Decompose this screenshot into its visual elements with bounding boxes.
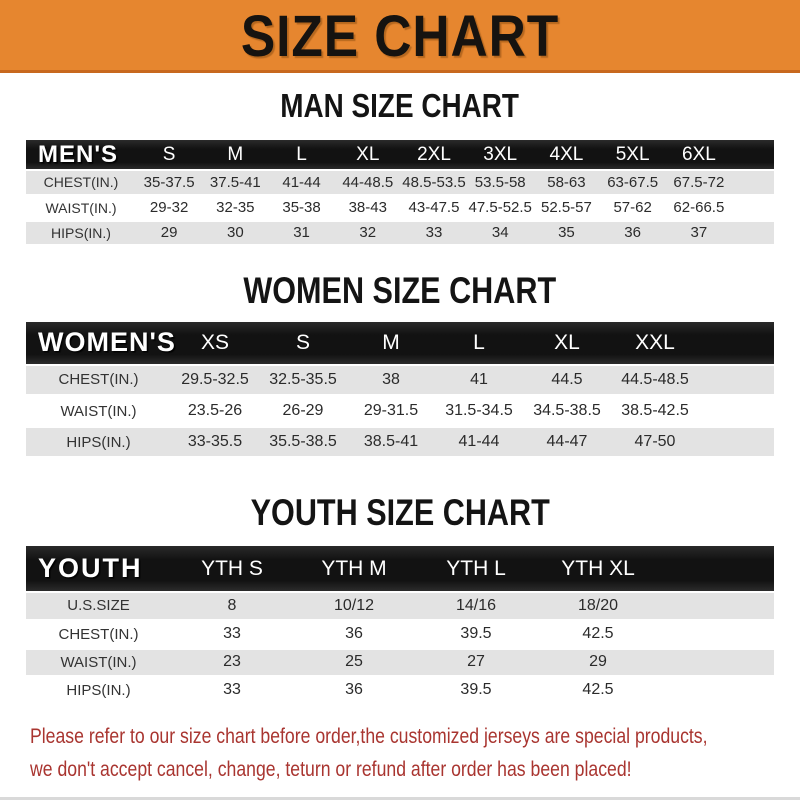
size-cell: 36 — [345, 625, 363, 642]
man-size-chart-heading — [0, 88, 800, 124]
size-cell: 62-66.5 — [673, 199, 725, 216]
size-table-header-row — [26, 140, 774, 170]
size-cell: 47.5-52.5 — [468, 199, 532, 216]
size-cell: 63-67.5 — [607, 173, 659, 191]
table-row — [26, 620, 774, 648]
size-cell: 57-62 — [613, 199, 652, 216]
size-cell: 47-50 — [634, 433, 676, 450]
size-cell: 42.5 — [582, 625, 614, 642]
size-cell: 29-32 — [149, 199, 189, 216]
size-cell: 37.5-41 — [209, 173, 261, 191]
size-cell: 41-44 — [282, 173, 321, 191]
row-label: CHEST(IN.) — [58, 371, 139, 389]
youth-size-table — [26, 546, 774, 706]
row-label: CHEST(IN.) — [43, 174, 119, 191]
disclaimer-line-1: Please refer to our size chart before order,the customized jerseys are special products, — [30, 724, 708, 748]
cell-filler — [659, 676, 774, 704]
column-header: L — [473, 330, 485, 354]
size-cell: 23 — [223, 653, 241, 670]
cell-filler — [659, 620, 774, 648]
women-size-table — [26, 322, 774, 460]
column-header: XXL — [635, 330, 675, 354]
size-cell: 29 — [589, 653, 607, 670]
cell-filler — [659, 648, 774, 676]
size-table-header-row — [26, 546, 774, 592]
size-cell: 32.5-35.5 — [269, 370, 337, 388]
column-header: S — [162, 143, 176, 165]
table-group-label: WOMEN'S — [38, 327, 176, 357]
size-cell: 53.5-58 — [474, 173, 526, 191]
row-label: HIPS(IN.) — [66, 681, 131, 699]
size-cell: 52.5-57 — [540, 199, 592, 216]
size-cell: 32-35 — [216, 199, 255, 216]
column-header: YTH L — [446, 556, 506, 580]
header-filler — [699, 322, 774, 365]
cell-filler — [732, 195, 774, 220]
column-header: 4XL — [549, 143, 584, 165]
header-filler — [732, 140, 774, 170]
cell-filler — [659, 592, 774, 620]
size-cell: 30 — [226, 224, 244, 241]
column-header: XS — [200, 330, 229, 354]
size-cell: 27 — [467, 653, 485, 670]
column-header: L — [296, 143, 307, 165]
header-filler — [659, 546, 774, 592]
size-cell: 35-37.5 — [143, 173, 195, 191]
row-label: WAIST(IN.) — [60, 653, 137, 671]
size-cell: 58-63 — [547, 173, 586, 191]
column-header: XL — [356, 143, 380, 165]
size-cell: 41-44 — [458, 433, 500, 450]
size-cell: 44-48.5 — [342, 173, 394, 191]
size-cell: 32 — [359, 224, 377, 241]
women-size-chart-heading — [0, 269, 800, 311]
table-row — [26, 195, 774, 220]
size-chart-banner — [0, 0, 800, 73]
disclaimer — [0, 721, 800, 787]
size-cell: 41 — [470, 370, 488, 388]
size-cell: 44.5 — [551, 370, 583, 388]
column-header: 3XL — [483, 143, 518, 165]
size-cell: 10/12 — [333, 596, 375, 614]
size-cell: 34.5-38.5 — [533, 402, 601, 419]
table-row — [26, 592, 774, 620]
disclaimer-line-2: we don't accept cancel, change, teturn or refund after order has been placed! — [30, 757, 632, 781]
table-row — [26, 220, 774, 245]
column-header: M — [227, 143, 244, 165]
size-cell: 23.5-26 — [187, 402, 243, 419]
column-header: YTH XL — [561, 556, 635, 580]
banner-title: SIZE CHART — [240, 2, 560, 68]
size-cell: 25 — [345, 653, 363, 670]
size-cell: 39.5 — [460, 625, 492, 642]
column-header: YTH S — [201, 556, 263, 580]
column-header: 6XL — [681, 143, 716, 165]
column-header: YTH M — [321, 556, 387, 580]
column-header: XL — [554, 330, 580, 354]
table-row — [26, 396, 774, 427]
table-group-label: YOUTH — [38, 553, 143, 583]
column-header: S — [295, 330, 310, 354]
women-size-chart-heading-text: WOMEN SIZE CHART — [243, 269, 557, 311]
size-cell: 44.5-48.5 — [621, 370, 689, 388]
size-cell: 33 — [425, 224, 443, 241]
size-cell: 38.5-41 — [363, 433, 419, 450]
size-cell: 39.5 — [460, 681, 492, 698]
size-cell: 33-35.5 — [187, 433, 243, 450]
table-row — [26, 170, 774, 195]
row-label: HIPS(IN.) — [66, 433, 131, 451]
size-cell: 37 — [690, 224, 708, 241]
size-cell: 18/20 — [577, 596, 619, 614]
man-size-chart-heading-text: MAN SIZE CHART — [280, 86, 520, 125]
size-cell: 8 — [227, 596, 237, 614]
cell-filler — [699, 365, 774, 396]
size-cell: 36 — [624, 224, 641, 241]
cell-filler — [732, 220, 774, 245]
size-cell: 44-47 — [546, 433, 588, 450]
table-row — [26, 365, 774, 396]
row-label: CHEST(IN.) — [58, 625, 139, 643]
size-table-header-row — [26, 322, 774, 365]
size-cell: 26-29 — [282, 402, 324, 419]
size-cell: 14/16 — [455, 596, 497, 614]
table-row — [26, 648, 774, 676]
size-cell: 33 — [223, 625, 241, 642]
size-cell: 35 — [558, 224, 575, 241]
row-label: WAIST(IN.) — [45, 199, 117, 216]
size-cell: 35.5-38.5 — [269, 433, 337, 450]
cell-filler — [699, 427, 774, 458]
size-cell: 31 — [293, 224, 310, 241]
youth-size-chart-heading-text: YOUTH SIZE CHART — [250, 492, 550, 534]
size-cell: 29-31.5 — [363, 402, 419, 419]
youth-size-chart-heading — [0, 494, 800, 533]
column-header: M — [382, 330, 400, 354]
size-cell: 35-38 — [282, 199, 321, 216]
table-row — [26, 427, 774, 458]
cell-filler — [699, 396, 774, 427]
row-label: U.S.SIZE — [67, 597, 130, 615]
row-label: WAIST(IN.) — [60, 402, 137, 420]
size-cell: 38-43 — [348, 199, 387, 216]
column-header: 5XL — [615, 143, 650, 165]
size-cell: 36 — [345, 681, 363, 698]
size-cell: 43-47.5 — [408, 199, 460, 216]
size-cell: 42.5 — [582, 681, 614, 698]
size-cell: 29 — [160, 224, 178, 241]
size-cell: 67.5-72 — [673, 173, 725, 191]
table-group-label: MEN'S — [38, 140, 119, 168]
size-cell: 33 — [223, 681, 241, 698]
size-cell: 38.5-42.5 — [621, 402, 689, 419]
size-cell: 48.5-53.5 — [402, 173, 466, 191]
size-cell: 29.5-32.5 — [181, 370, 249, 388]
column-header: 2XL — [417, 143, 451, 165]
size-cell: 34 — [491, 224, 509, 241]
cell-filler — [732, 170, 774, 195]
size-cell: 31.5-34.5 — [445, 402, 513, 419]
men-size-table — [26, 140, 774, 247]
row-label: HIPS(IN.) — [51, 224, 111, 241]
table-row — [26, 676, 774, 704]
size-cell: 38 — [382, 370, 400, 388]
